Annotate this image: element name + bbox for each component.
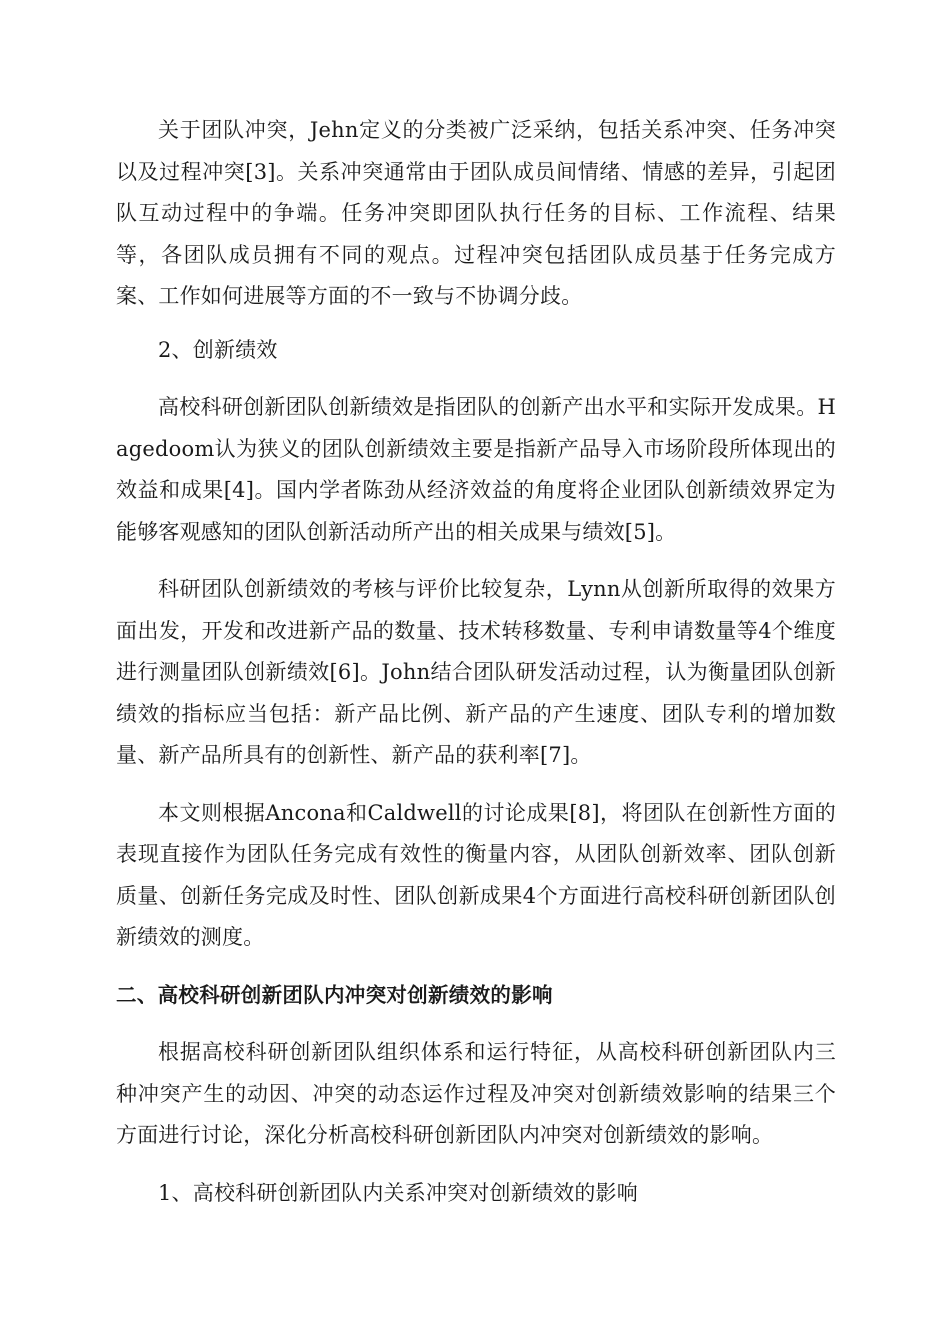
subheading-relationship-conflict: 1、高校科研创新团队内关系冲突对创新绩效的影响 (158, 1180, 638, 1205)
paragraph-innovation-performance-definition: 高校科研创新团队创新绩效是指团队的创新产出水平和实际开发成果。Hagedoom认为狭义的团队创新绩效主要是指新产品导入市场阶段所体现出的效益和成果[4]。国内学者陈劲从经济效益的角度将企业团队创新绩效界定为能够客观感知的团队创新活动所产出的相关成果与绩效[5]。 (116, 395, 836, 544)
section-heading-conflict-impact: 二、高校科研创新团队内冲突对创新绩效的影响 (116, 982, 553, 1007)
paragraph-measurement-approach: 本文则根据Ancona和Caldwell的讨论成果[8]，将团队在创新性方面的表现直接作为团队任务完成有效性的衡量内容，从团队创新效率、团队创新质量、创新任务完成及时性、团队创新成果4个方面进行高校科研创新团队创新绩效的测度。 (116, 800, 836, 949)
document-page (116, 110, 836, 1214)
paragraph-performance-evaluation: 科研团队创新绩效的考核与评价比较复杂，Lynn从创新所取得的效果方面出发，开发和改进新产品的数量、技术转移数量、专利申请数量等4个维度进行测量团队创新绩效[6]。John结合团队研发活动过程，认为衡量团队创新绩效的指标应当包括：新产品比例、新产品的产生速度、团队专利的增加数量、新产品所具有的创新性、新产品的获利率[7]。 (116, 577, 836, 767)
paragraph-conflict-impact-intro: 根据高校科研创新团队组织体系和运行特征，从高校科研创新团队内三种冲突产生的动因、冲突的动态运作过程及冲突对创新绩效影响的结果三个方面进行讨论，深化分析高校科研创新团队内冲突对创新绩效的影响。 (116, 1040, 836, 1147)
subheading-innovation-performance: 2、创新绩效 (158, 337, 278, 362)
paragraph-team-conflict: 关于团队冲突，Jehn定义的分类被广泛采纳，包括关系冲突、任务冲突以及过程冲突[3]。关系冲突通常由于团队成员间情绪、情感的差异，引起团队互动过程中的争端。任务冲突即团队执行任务的目标、工作流程、结果等，各团队成员拥有不同的观点。过程冲突包括团队成员基于任务完成方案、工作如何进展等方面的不一致与不协调分歧。 (116, 118, 836, 308)
